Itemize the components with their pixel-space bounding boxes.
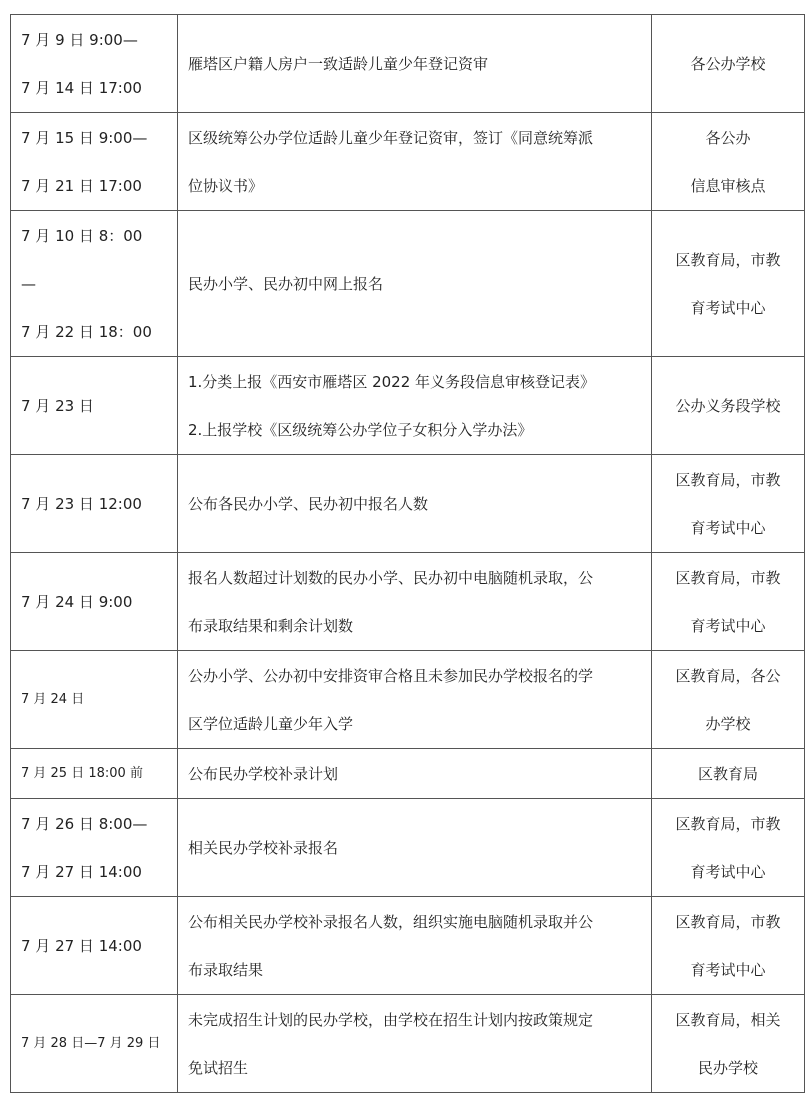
item-cell <box>178 357 652 455</box>
date-cell <box>11 799 178 897</box>
responsible-line: 区教育局，市教 <box>675 250 781 269</box>
responsible-cell <box>652 113 805 211</box>
item-line: 相关民办学校补录报名 <box>188 838 339 857</box>
responsible-cell <box>652 749 805 799</box>
responsible-line: 育考试中心 <box>690 298 766 317</box>
date-cell <box>11 15 178 113</box>
responsible-line: 育考试中心 <box>690 616 766 635</box>
date-line: 7 月 21 日 17:00 <box>21 176 142 195</box>
table-row <box>11 553 805 651</box>
date-line: 7 月 9 日 9:00— <box>21 30 138 49</box>
item-line: 报名人数超过计划数的民办小学、民办初中电脑随机录取，公 <box>188 568 594 587</box>
table-row <box>11 211 805 357</box>
item-cell <box>178 113 652 211</box>
item-line: 布录取结果 <box>188 960 264 979</box>
item-line: 位协议书》 <box>188 176 264 195</box>
item-cell <box>178 211 652 357</box>
item-cell <box>178 455 652 553</box>
date-line: 7 月 24 日 <box>21 691 85 707</box>
date-line: — <box>21 274 36 293</box>
responsible-line: 育考试中心 <box>690 862 766 881</box>
date-line: 7 月 10 日 8：00 <box>21 226 143 245</box>
item-line: 民办小学、民办初中网上报名 <box>188 274 384 293</box>
item-cell <box>178 749 652 799</box>
item-cell <box>178 15 652 113</box>
responsible-cell <box>652 897 805 995</box>
date-line: 7 月 27 日 14:00 <box>21 862 142 881</box>
table-row <box>11 749 805 799</box>
responsible-cell <box>652 455 805 553</box>
date-line: 7 月 26 日 8:00— <box>21 814 148 833</box>
responsible-line: 办学校 <box>705 714 751 733</box>
table-row <box>11 651 805 749</box>
date-cell <box>11 651 178 749</box>
table-row <box>11 799 805 897</box>
date-cell <box>11 553 178 651</box>
responsible-line: 区教育局，市教 <box>675 470 781 489</box>
date-cell <box>11 897 178 995</box>
date-line: 7 月 27 日 14:00 <box>21 936 142 955</box>
item-line: 2.上报学校《区级统筹公办学位子女积分入学办法》 <box>188 420 533 439</box>
responsible-line: 区教育局，市教 <box>675 814 781 833</box>
responsible-line: 民办学校 <box>697 1058 758 1077</box>
date-line: 7 月 23 日 <box>21 396 94 415</box>
responsible-line: 各公办 <box>705 128 751 147</box>
table-row <box>11 15 805 113</box>
table-row <box>11 113 805 211</box>
date-cell <box>11 995 178 1093</box>
date-line: 7 月 28 日—7 月 29 日 <box>21 1035 161 1051</box>
responsible-line: 育考试中心 <box>690 518 766 537</box>
item-line: 免试招生 <box>188 1058 249 1077</box>
item-cell <box>178 553 652 651</box>
responsible-cell <box>652 553 805 651</box>
responsible-line: 区教育局 <box>697 764 758 783</box>
responsible-cell <box>652 799 805 897</box>
item-cell <box>178 897 652 995</box>
responsible-line: 区教育局，各公 <box>675 666 781 685</box>
responsible-cell <box>652 211 805 357</box>
date-line: 7 月 23 日 12:00 <box>21 494 142 513</box>
responsible-line: 区教育局，市教 <box>675 568 781 587</box>
table-row <box>11 995 805 1093</box>
responsible-line: 信息审核点 <box>690 176 766 195</box>
date-cell <box>11 113 178 211</box>
date-cell <box>11 455 178 553</box>
date-line: 7 月 25 日 18:00 前 <box>21 765 143 781</box>
item-line: 未完成招生计划的民办学校，由学校在招生计划内按政策规定 <box>188 1010 594 1029</box>
item-line: 布录取结果和剩余计划数 <box>188 616 354 635</box>
enrollment-schedule-table <box>10 14 805 1093</box>
responsible-cell <box>652 15 805 113</box>
responsible-line: 育考试中心 <box>690 960 766 979</box>
responsible-cell <box>652 357 805 455</box>
date-cell <box>11 749 178 799</box>
item-line: 雁塔区户籍人房户一致适龄儿童少年登记资审 <box>188 54 489 73</box>
responsible-line: 各公办学校 <box>690 54 766 73</box>
table-row <box>11 357 805 455</box>
item-cell <box>178 995 652 1093</box>
item-line: 公布民办学校补录计划 <box>188 764 339 783</box>
item-line: 公布各民办小学、民办初中报名人数 <box>188 494 429 513</box>
date-line: 7 月 15 日 9:00— <box>21 128 148 147</box>
item-line: 公办小学、公办初中安排资审合格且未参加民办学校报名的学 <box>188 666 594 685</box>
item-line: 区级统筹公办学位适龄儿童少年登记资审，签订《同意统筹派 <box>188 128 594 147</box>
responsible-line: 区教育局，相关 <box>675 1010 781 1029</box>
date-cell <box>11 357 178 455</box>
item-cell <box>178 651 652 749</box>
responsible-cell <box>652 651 805 749</box>
table-row <box>11 455 805 553</box>
item-line: 1.分类上报《西安市雁塔区 2022 年义务段信息审核登记表》 <box>188 372 596 391</box>
table-row <box>11 897 805 995</box>
responsible-line: 公办义务段学校 <box>675 396 781 415</box>
date-line: 7 月 14 日 17:00 <box>21 78 142 97</box>
item-line: 公布相关民办学校补录报名人数，组织实施电脑随机录取并公 <box>188 912 594 931</box>
item-line: 区学位适龄儿童少年入学 <box>188 714 354 733</box>
date-line: 7 月 22 日 18：00 <box>21 322 152 341</box>
date-line: 7 月 24 日 9:00 <box>21 592 133 611</box>
date-cell <box>11 211 178 357</box>
responsible-cell <box>652 995 805 1093</box>
schedule-body <box>11 15 805 1093</box>
responsible-line: 区教育局，市教 <box>675 912 781 931</box>
item-cell <box>178 799 652 897</box>
